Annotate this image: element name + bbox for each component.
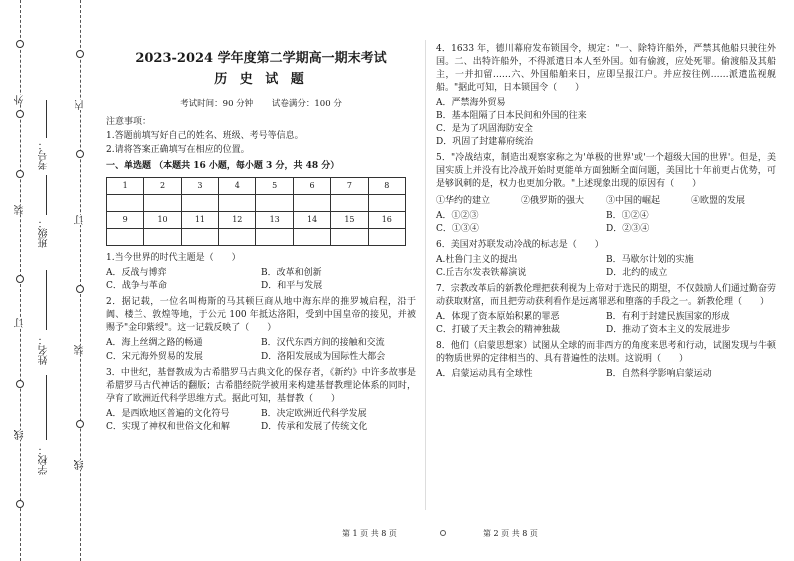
notice-heading: 注意事项： bbox=[106, 117, 152, 127]
question-3 bbox=[106, 367, 416, 434]
answer-cell[interactable] bbox=[219, 195, 256, 212]
binding-word-outer: 订 bbox=[15, 318, 26, 328]
option-c[interactable]: C．是为了巩固海防安全 bbox=[436, 124, 533, 135]
center-circle-icon bbox=[440, 530, 446, 536]
statement-item: ③中国的崛起 bbox=[606, 195, 661, 206]
answer-number: 8 bbox=[368, 178, 405, 195]
question-stem: 7．宗教改革后的新教伦理把获利视为上帝对于选民的期望，不仅鼓励人们通过勤奋劳动获取财富，而且把劳动获利看作是远离罪恶和堕落的手段之一。新教伦理（ ） bbox=[436, 283, 776, 307]
question-options bbox=[436, 311, 776, 337]
option-b[interactable]: B．基本阻隔了日本民间和外国的往来 bbox=[436, 111, 587, 122]
class-field-line[interactable] bbox=[46, 175, 47, 215]
option-c[interactable]: C．实现了神权和世俗文化和解 bbox=[106, 421, 230, 432]
answer-cell[interactable] bbox=[144, 229, 181, 246]
option-a[interactable]: A．海上丝绸之路的畅通 bbox=[106, 338, 203, 349]
answer-cell[interactable] bbox=[144, 195, 181, 212]
answer-cell[interactable] bbox=[368, 195, 405, 212]
question-4 bbox=[436, 43, 776, 149]
answer-number: 10 bbox=[144, 212, 181, 229]
binding-strip bbox=[0, 0, 92, 561]
question-7 bbox=[436, 283, 776, 337]
notice-item: 2.请将答案正确填写在相应的位置。 bbox=[106, 145, 250, 156]
option-b[interactable]: B．自然科学影响启蒙运动 bbox=[606, 369, 712, 380]
question-options bbox=[106, 267, 416, 293]
answer-number: 5 bbox=[256, 178, 293, 195]
question-options bbox=[436, 368, 776, 381]
statement-item: ④欧盟的发展 bbox=[691, 195, 746, 206]
inner-dashed-line bbox=[80, 0, 81, 561]
answer-number: 3 bbox=[181, 178, 218, 195]
answer-grid bbox=[106, 177, 406, 246]
answer-grid-number-row bbox=[107, 212, 406, 229]
binding-circle bbox=[76, 150, 84, 158]
exam-title: 2023-2024 学年度第二学期高一期末考试 bbox=[135, 51, 387, 66]
option-a[interactable]: A.杜鲁门主义的提出 bbox=[436, 254, 518, 265]
question-2 bbox=[106, 296, 416, 363]
option-b[interactable]: B．改革和创新 bbox=[261, 268, 322, 279]
exam-meta bbox=[106, 98, 416, 110]
question-stem: 8．他们（启蒙思想家）试图从全球的而非西方的角度来思考和行动，试图发现与牛顿的物质世界的定律相当的、具有普遍性的法则。这说明（ ） bbox=[436, 340, 776, 365]
question-stem: 3．中世纪，基督教成为古希腊罗马古典文化的保存者，《新约》中许多故事是希腊罗马古代神话的翻版；古希腊经院学被用来构建基督教理论体系的同时，孕育了欧洲近代科学思维方式。据此可知，基督教（ ） bbox=[106, 367, 416, 404]
question-stem: 5．"冷战结束，制造出观察家称之为'单极的世界'或'一个超级大国的世界'。但是，美国实质上并没有比冷战开始时更能单方面独断全面问题，美国比十年前更占优势，可是够讽刺的是，权力也更加分散。"上述现象出现的原因有（ ） bbox=[436, 153, 776, 190]
question-options bbox=[436, 210, 776, 236]
answer-number: 1 bbox=[107, 178, 144, 195]
question-options bbox=[436, 254, 776, 280]
name-field-line[interactable] bbox=[46, 270, 47, 330]
answer-cell[interactable] bbox=[293, 195, 330, 212]
question-stem: 2．据记载，一位名叫梅斯的马其顿巨商从地中海东岸的推罗城启程，沿于阗、楼兰、敦煌等地，于公元 100 年抵达洛阳，受到中国皇帝的接见，并被赐予"金印紫绶"。这一记载反映了（ ） bbox=[106, 297, 416, 334]
question-1 bbox=[106, 252, 416, 293]
option-c[interactable]: C．打破了天主教会的精神独裁 bbox=[436, 324, 560, 335]
answer-number: 4 bbox=[219, 178, 256, 195]
binding-circle bbox=[76, 420, 84, 428]
question-options bbox=[106, 337, 416, 363]
answer-cell[interactable] bbox=[107, 195, 144, 212]
option-a[interactable]: A．严禁海外贸易 bbox=[436, 98, 506, 109]
option-c[interactable]: C．宋元海外贸易的发展 bbox=[106, 351, 203, 362]
option-c[interactable]: C.丘吉尔发表铁幕演说 bbox=[436, 267, 527, 278]
option-a[interactable]: A．反战与博弈 bbox=[106, 268, 167, 279]
binding-word-outer: 线 bbox=[15, 430, 26, 440]
binding-word-inner: 线 bbox=[75, 460, 86, 470]
id-field-label: 考号： bbox=[39, 140, 50, 170]
answer-number: 16 bbox=[368, 212, 405, 229]
question-stem: 6．美国对苏联发动冷战的标志是（ ） bbox=[436, 239, 604, 250]
option-a[interactable]: A．是西欧地区普遍的文化符号 bbox=[106, 408, 230, 419]
binding-word-inner: 内 bbox=[75, 100, 86, 110]
school-field-label: 学校： bbox=[39, 445, 50, 475]
subject-title: 历 史 试 题 bbox=[214, 71, 308, 87]
option-b[interactable]: B．决定欧洲近代科学发展 bbox=[261, 408, 367, 419]
binding-word-inner: 订 bbox=[75, 215, 86, 225]
right-column bbox=[436, 40, 776, 381]
answer-grid-blank-row bbox=[107, 229, 406, 246]
answer-grid-number-row bbox=[107, 178, 406, 195]
answer-number: 15 bbox=[331, 212, 368, 229]
binding-word-outer: 外 bbox=[15, 95, 26, 105]
exam-score: 试卷满分：100 分 bbox=[271, 98, 342, 109]
answer-number: 11 bbox=[181, 212, 218, 229]
option-d[interactable]: D．洛阳发展成为国际性大都会 bbox=[261, 351, 386, 362]
option-b[interactable]: B．有利于封建民族国家的形成 bbox=[606, 311, 730, 322]
answer-number: 9 bbox=[107, 212, 144, 229]
section-heading: 一、单选题 （本题共 16 小题，每小题 3 分，共 48 分） bbox=[106, 161, 340, 172]
answer-number: 12 bbox=[219, 212, 256, 229]
binding-word-inner: 装 bbox=[75, 345, 86, 355]
answer-cell[interactable] bbox=[107, 229, 144, 246]
binding-circle bbox=[16, 275, 24, 283]
statement-item: ①华约的建立 bbox=[436, 195, 491, 206]
question-options bbox=[106, 408, 416, 434]
binding-circle bbox=[16, 170, 24, 178]
answer-cell[interactable] bbox=[219, 229, 256, 246]
name-field-label: 姓名： bbox=[39, 335, 50, 365]
binding-circle bbox=[16, 110, 24, 118]
binding-circle bbox=[16, 500, 24, 508]
question-options bbox=[436, 97, 776, 149]
option-d[interactable]: D．②③④ bbox=[606, 223, 650, 234]
binding-word-outer: 装 bbox=[15, 205, 26, 215]
answer-grid-blank-row bbox=[107, 195, 406, 212]
option-d[interactable]: D．和平与发展 bbox=[261, 281, 323, 292]
option-d[interactable]: D．推动了资本主义的发展进步 bbox=[606, 324, 731, 335]
school-field-line[interactable] bbox=[46, 375, 47, 440]
option-b[interactable]: B．汉代东西方间的接触和交流 bbox=[261, 338, 385, 349]
page-number-left: 第 1 页 共 8 页 bbox=[342, 529, 397, 538]
answer-cell[interactable] bbox=[331, 195, 368, 212]
binding-circle bbox=[76, 50, 84, 58]
class-field-label: 班级： bbox=[39, 218, 50, 248]
answer-cell[interactable] bbox=[256, 195, 293, 212]
option-d[interactable]: D．北约的成立 bbox=[606, 267, 668, 278]
binding-circle bbox=[76, 285, 84, 293]
option-a[interactable]: A．启蒙运动具有全球性 bbox=[436, 369, 533, 380]
option-b[interactable]: B．①②④ bbox=[606, 210, 649, 221]
page-number-right: 第 2 页 共 8 页 bbox=[483, 529, 538, 538]
binding-circle bbox=[16, 40, 24, 48]
answer-cell[interactable] bbox=[256, 229, 293, 246]
question-stem: 4．1633 年，德川幕府发布锁国令，规定："一、除特许船外，严禁其他船只驶往外国。二、出特许船外，不得派遣日本人至外国。如有偷渡，应处死罪。偷渡船及其船主，一并扣留……六、外国船舶来日，应即呈报江户。并应按往例……派遣监视舰船。"据此可知，日本锁国令（ ） bbox=[436, 44, 776, 94]
id-field-line[interactable] bbox=[46, 100, 47, 138]
question-5 bbox=[436, 152, 776, 235]
left-column bbox=[106, 40, 416, 434]
option-d[interactable]: D．传承和发展了传统文化 bbox=[261, 421, 368, 432]
statement-item: ②俄罗斯的强大 bbox=[521, 195, 585, 206]
question-stem: 1.当今世界的时代主题是（ ） bbox=[106, 253, 241, 264]
notice-item: 1.答题前填写好自己的姓名、班级、考号等信息。 bbox=[106, 131, 304, 142]
answer-cell[interactable] bbox=[181, 229, 218, 246]
question-8 bbox=[436, 340, 776, 381]
column-divider bbox=[425, 40, 426, 510]
answer-number: 7 bbox=[331, 178, 368, 195]
question-statements bbox=[436, 195, 776, 208]
question-6 bbox=[436, 239, 776, 280]
answer-number: 2 bbox=[144, 178, 181, 195]
answer-cell[interactable] bbox=[293, 229, 330, 246]
option-c[interactable]: C．战争与革命 bbox=[106, 281, 167, 292]
exam-time: 考试时间：90 分钟 bbox=[180, 98, 254, 109]
answer-cell[interactable] bbox=[181, 195, 218, 212]
option-c[interactable]: C．①③④ bbox=[436, 223, 479, 234]
option-d[interactable]: D．巩固了封建幕府统治 bbox=[436, 137, 534, 148]
answer-cell[interactable] bbox=[368, 229, 405, 246]
answer-number: 13 bbox=[256, 212, 293, 229]
option-a[interactable]: A．体现了资本原始积累的罪恶 bbox=[436, 311, 560, 322]
binding-circle bbox=[16, 380, 24, 388]
answer-number: 6 bbox=[293, 178, 330, 195]
answer-number: 14 bbox=[293, 212, 330, 229]
option-b[interactable]: B．马歇尔计划的实施 bbox=[606, 254, 694, 265]
answer-cell[interactable] bbox=[331, 229, 368, 246]
option-a[interactable]: A．①②③ bbox=[436, 210, 479, 221]
